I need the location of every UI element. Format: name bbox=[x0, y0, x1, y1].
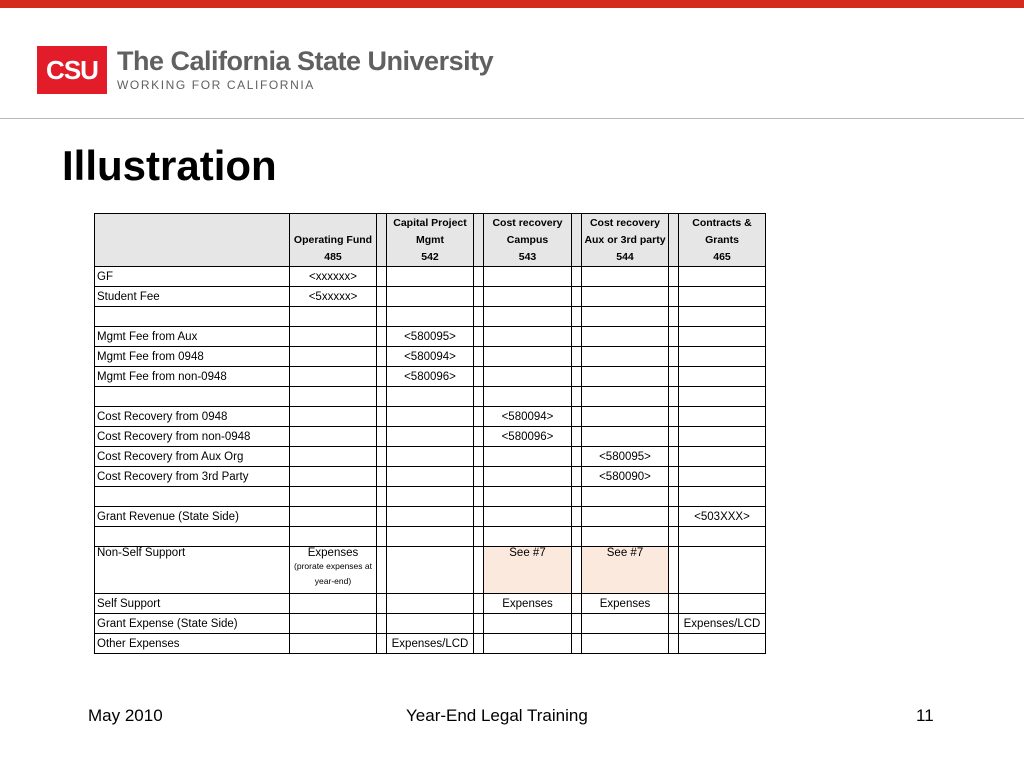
table-cell bbox=[387, 387, 474, 407]
table-cell: <580094> bbox=[387, 347, 474, 367]
spacer-cell bbox=[474, 327, 484, 347]
spacer-cell bbox=[669, 327, 679, 347]
spacer-cell bbox=[377, 634, 387, 654]
spacer-cell bbox=[377, 614, 387, 634]
table-cell: <580090> bbox=[582, 467, 669, 487]
spacer-cell bbox=[572, 467, 582, 487]
table-cell bbox=[679, 327, 766, 347]
table-row bbox=[95, 634, 766, 654]
spacer-cell bbox=[572, 614, 582, 634]
spacer-cell bbox=[377, 307, 387, 327]
table-cell bbox=[387, 594, 474, 614]
spacer-cell bbox=[669, 307, 679, 327]
table-cell: <503XXX> bbox=[679, 507, 766, 527]
spacer-cell bbox=[572, 307, 582, 327]
table-cell bbox=[582, 527, 669, 547]
spacer-cell bbox=[572, 347, 582, 367]
table-row bbox=[95, 427, 766, 447]
fund-table-container bbox=[94, 213, 766, 654]
table-cell bbox=[679, 527, 766, 547]
table-row bbox=[95, 367, 766, 387]
table-cell bbox=[290, 407, 377, 427]
table-cell bbox=[679, 287, 766, 307]
spacer-cell bbox=[572, 507, 582, 527]
table-cell bbox=[582, 387, 669, 407]
row-label bbox=[95, 387, 290, 407]
spacer-cell bbox=[572, 407, 582, 427]
table-cell bbox=[679, 267, 766, 287]
cell-note: (prorate expenses at bbox=[294, 561, 372, 571]
table-cell bbox=[582, 634, 669, 654]
table-cell: <580094> bbox=[484, 407, 572, 427]
table-cell: Expenses bbox=[484, 594, 572, 614]
footer-date: May 2010 bbox=[88, 706, 163, 725]
table-cell: <580096> bbox=[387, 367, 474, 387]
table-cell bbox=[582, 327, 669, 347]
table-cell: <xxxxxx> bbox=[290, 267, 377, 287]
header-cost-recovery-aux: Cost recovery Aux or 3rd party 544 bbox=[582, 214, 669, 267]
spacer-cell bbox=[474, 547, 484, 594]
cell-note: year-end) bbox=[314, 576, 352, 586]
table-cell bbox=[484, 467, 572, 487]
spacer-cell bbox=[572, 487, 582, 507]
spacer-cell bbox=[572, 547, 582, 594]
table-row bbox=[95, 507, 766, 527]
header-label-cell bbox=[95, 214, 290, 267]
table-cell bbox=[484, 614, 572, 634]
table-cell: <580095> bbox=[582, 447, 669, 467]
row-label: Mgmt Fee from 0948 bbox=[95, 347, 290, 367]
spacer-cell bbox=[669, 547, 679, 594]
table-cell bbox=[290, 327, 377, 347]
table-cell bbox=[387, 487, 474, 507]
spacer-cell bbox=[377, 214, 387, 267]
spacer-cell bbox=[474, 307, 484, 327]
table-cell: See #7 bbox=[484, 547, 572, 594]
table-cell bbox=[290, 367, 377, 387]
spacer-cell bbox=[474, 267, 484, 287]
table-cell bbox=[484, 307, 572, 327]
table-cell bbox=[387, 527, 474, 547]
spacer-cell bbox=[572, 327, 582, 347]
table-cell: Expenses (prorate expenses at year-end) bbox=[290, 547, 377, 594]
table-cell bbox=[679, 634, 766, 654]
spacer-cell bbox=[474, 347, 484, 367]
header-operating-fund: Operating Fund 485 bbox=[290, 214, 377, 267]
row-label: Mgmt Fee from non-0948 bbox=[95, 367, 290, 387]
table-row bbox=[95, 387, 766, 407]
row-label bbox=[95, 527, 290, 547]
spacer-cell bbox=[572, 427, 582, 447]
table-cell bbox=[387, 447, 474, 467]
table-row bbox=[95, 487, 766, 507]
row-label: Cost Recovery from 0948 bbox=[95, 407, 290, 427]
table-row bbox=[95, 307, 766, 327]
spacer-cell bbox=[377, 367, 387, 387]
spacer-cell bbox=[377, 407, 387, 427]
table-cell bbox=[290, 467, 377, 487]
row-label bbox=[95, 307, 290, 327]
row-label: Non-Self Support bbox=[95, 547, 290, 594]
spacer-cell bbox=[572, 214, 582, 267]
csu-logo bbox=[37, 46, 493, 94]
logo-subtitle: WORKING FOR CALIFORNIA bbox=[117, 78, 315, 92]
table-cell bbox=[484, 527, 572, 547]
table-row bbox=[95, 594, 766, 614]
table-cell bbox=[582, 307, 669, 327]
table-cell bbox=[484, 387, 572, 407]
fund-table bbox=[94, 213, 766, 654]
spacer-cell bbox=[572, 634, 582, 654]
logo-title: The California State University bbox=[117, 46, 494, 76]
spacer-cell bbox=[474, 367, 484, 387]
row-label: Other Expenses bbox=[95, 634, 290, 654]
csu-logo-text bbox=[117, 47, 493, 93]
spacer-cell bbox=[474, 287, 484, 307]
row-label: Mgmt Fee from Aux bbox=[95, 327, 290, 347]
table-cell bbox=[484, 267, 572, 287]
table-cell bbox=[387, 614, 474, 634]
spacer-cell bbox=[572, 367, 582, 387]
spacer-cell bbox=[474, 467, 484, 487]
table-cell bbox=[484, 447, 572, 467]
table-cell bbox=[387, 547, 474, 594]
table-cell bbox=[679, 387, 766, 407]
spacer-cell bbox=[572, 594, 582, 614]
spacer-cell bbox=[669, 387, 679, 407]
csu-logo-mark: CSU bbox=[37, 46, 107, 94]
top-accent-bar bbox=[0, 0, 1024, 8]
spacer-cell bbox=[474, 507, 484, 527]
table-row bbox=[95, 287, 766, 307]
table-cell: Expenses bbox=[582, 594, 669, 614]
spacer-cell bbox=[474, 487, 484, 507]
table-cell bbox=[290, 594, 377, 614]
spacer-cell bbox=[669, 614, 679, 634]
table-row bbox=[95, 327, 766, 347]
spacer-cell bbox=[377, 347, 387, 367]
table-cell bbox=[679, 307, 766, 327]
table-row bbox=[95, 347, 766, 367]
table-row bbox=[95, 447, 766, 467]
table-cell bbox=[679, 367, 766, 387]
footer-title: Year-End Legal Training bbox=[406, 706, 588, 725]
table-cell: Expenses/LCD bbox=[387, 634, 474, 654]
row-label: Cost Recovery from 3rd Party bbox=[95, 467, 290, 487]
slide-title: Illustration bbox=[62, 142, 277, 189]
header-cost-recovery-campus: Cost recovery Campus 543 bbox=[484, 214, 572, 267]
table-cell bbox=[387, 287, 474, 307]
spacer-cell bbox=[474, 427, 484, 447]
table-cell bbox=[582, 427, 669, 447]
spacer-cell bbox=[474, 214, 484, 267]
spacer-cell bbox=[669, 367, 679, 387]
spacer-cell bbox=[377, 467, 387, 487]
row-label: Cost Recovery from Aux Org bbox=[95, 447, 290, 467]
spacer-cell bbox=[377, 427, 387, 447]
table-cell bbox=[387, 407, 474, 427]
spacer-cell bbox=[669, 407, 679, 427]
spacer-cell bbox=[377, 287, 387, 307]
spacer-cell bbox=[474, 387, 484, 407]
table-row bbox=[95, 407, 766, 427]
table-cell bbox=[679, 487, 766, 507]
spacer-cell bbox=[572, 387, 582, 407]
spacer-cell bbox=[669, 594, 679, 614]
spacer-cell bbox=[669, 634, 679, 654]
table-cell bbox=[679, 594, 766, 614]
spacer-cell bbox=[474, 447, 484, 467]
table-cell bbox=[582, 347, 669, 367]
spacer-cell bbox=[377, 387, 387, 407]
table-row bbox=[95, 467, 766, 487]
spacer-cell bbox=[572, 267, 582, 287]
row-label: GF bbox=[95, 267, 290, 287]
row-label: Cost Recovery from non-0948 bbox=[95, 427, 290, 447]
table-cell bbox=[679, 347, 766, 367]
table-header-row bbox=[95, 214, 766, 267]
table-cell bbox=[290, 487, 377, 507]
table-cell bbox=[290, 447, 377, 467]
table-cell bbox=[679, 547, 766, 594]
spacer-cell bbox=[377, 547, 387, 594]
spacer-cell bbox=[572, 527, 582, 547]
header-divider bbox=[0, 118, 1024, 119]
table-cell bbox=[582, 367, 669, 387]
table-cell bbox=[679, 407, 766, 427]
table-row bbox=[95, 614, 766, 634]
table-cell: <5xxxxx> bbox=[290, 287, 377, 307]
table-cell bbox=[679, 467, 766, 487]
table-cell bbox=[582, 487, 669, 507]
spacer-cell bbox=[377, 487, 387, 507]
table-cell: <580096> bbox=[484, 427, 572, 447]
table-cell bbox=[290, 347, 377, 367]
row-label: Self Support bbox=[95, 594, 290, 614]
spacer-cell bbox=[669, 427, 679, 447]
row-label: Student Fee bbox=[95, 287, 290, 307]
spacer-cell bbox=[669, 507, 679, 527]
table-cell bbox=[290, 307, 377, 327]
table-row bbox=[95, 267, 766, 287]
spacer-cell bbox=[669, 267, 679, 287]
table-cell bbox=[290, 527, 377, 547]
header-capital-project: Capital Project Mgmt 542 bbox=[387, 214, 474, 267]
page-number: 11 bbox=[916, 706, 934, 725]
row-label: Grant Expense (State Side) bbox=[95, 614, 290, 634]
table-cell bbox=[582, 407, 669, 427]
spacer-cell bbox=[669, 447, 679, 467]
header-contracts-grants: Contracts & Grants 465 bbox=[679, 214, 766, 267]
table-row bbox=[95, 527, 766, 547]
table-cell bbox=[290, 614, 377, 634]
spacer-cell bbox=[474, 634, 484, 654]
spacer-cell bbox=[377, 267, 387, 287]
spacer-cell bbox=[669, 347, 679, 367]
spacer-cell bbox=[669, 287, 679, 307]
table-cell bbox=[387, 267, 474, 287]
table-cell: See #7 bbox=[582, 547, 669, 594]
spacer-cell bbox=[572, 447, 582, 467]
table-cell bbox=[582, 507, 669, 527]
row-label: Grant Revenue (State Side) bbox=[95, 507, 290, 527]
spacer-cell bbox=[474, 614, 484, 634]
table-cell bbox=[484, 367, 572, 387]
spacer-cell bbox=[572, 287, 582, 307]
table-row bbox=[95, 547, 766, 594]
table-cell bbox=[290, 507, 377, 527]
spacer-cell bbox=[474, 594, 484, 614]
spacer-cell bbox=[669, 214, 679, 267]
spacer-cell bbox=[669, 527, 679, 547]
table-cell bbox=[582, 614, 669, 634]
table-cell bbox=[484, 507, 572, 527]
spacer-cell bbox=[377, 327, 387, 347]
spacer-cell bbox=[377, 507, 387, 527]
spacer-cell bbox=[669, 487, 679, 507]
table-cell bbox=[484, 327, 572, 347]
table-cell bbox=[387, 507, 474, 527]
row-label bbox=[95, 487, 290, 507]
table-cell bbox=[387, 307, 474, 327]
spacer-cell bbox=[377, 447, 387, 467]
spacer-cell bbox=[474, 527, 484, 547]
table-cell bbox=[484, 634, 572, 654]
table-cell bbox=[582, 267, 669, 287]
spacer-cell bbox=[474, 407, 484, 427]
table-cell bbox=[679, 447, 766, 467]
table-cell bbox=[290, 427, 377, 447]
table-cell bbox=[484, 347, 572, 367]
table-cell bbox=[387, 427, 474, 447]
table-cell: <580095> bbox=[387, 327, 474, 347]
spacer-cell bbox=[377, 527, 387, 547]
table-cell bbox=[290, 634, 377, 654]
spacer-cell bbox=[669, 467, 679, 487]
table-cell bbox=[582, 287, 669, 307]
table-cell bbox=[679, 427, 766, 447]
table-cell bbox=[290, 387, 377, 407]
table-cell bbox=[484, 287, 572, 307]
table-cell: Expenses/LCD bbox=[679, 614, 766, 634]
table-cell bbox=[387, 467, 474, 487]
table-body bbox=[95, 267, 766, 654]
table-cell bbox=[484, 487, 572, 507]
spacer-cell bbox=[377, 594, 387, 614]
